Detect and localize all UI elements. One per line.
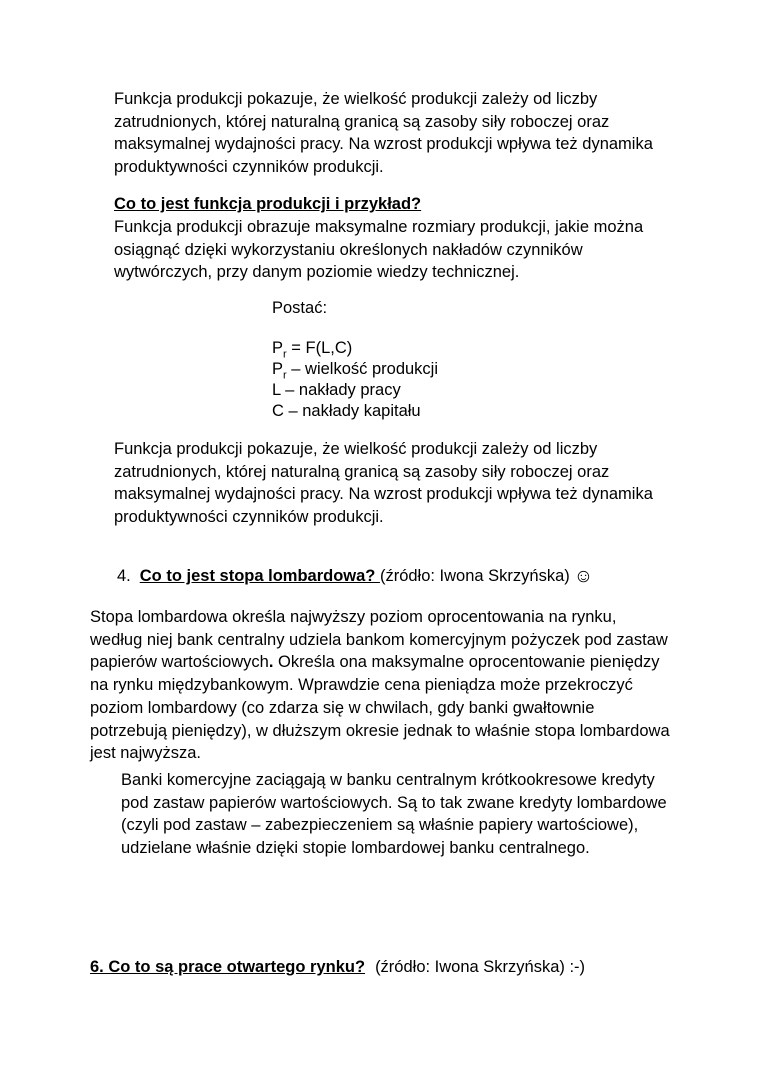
heading-production-function-question: Co to jest funkcja produkcji i przykład? xyxy=(114,195,422,213)
lombard-text-part1: Stopa lombardowa określa najwyższy poziom oprocentowania na rynku, według niej bank centralny udziela bankom komercyjnym pożyczek pod zastaw papierów wartościowych xyxy=(90,608,668,672)
paragraph-commercial-banks: Banki komercyjne zaciągają w banku centralnym krótkookresowe kredyty pod zastaw papierów wartościowych. Są to tak zwane kredyty lombardowe (czyli pod zastaw – zabezpieczeniem są właśnie papiery wartościowe), udzielane właśnie dzięki stopie lombardowej banku centralnego. xyxy=(121,771,667,857)
question-4-number: 4. xyxy=(117,567,131,585)
formula-symbol: P xyxy=(272,360,284,378)
formula-block xyxy=(272,338,438,422)
formula-line-c xyxy=(272,401,438,422)
formula-symbol: P xyxy=(272,339,284,357)
question-6-heading xyxy=(90,956,585,979)
paragraph-production-function-2: Funkcja produkcji pokazuje, że wielkość produkcji zależy od liczby zatrudnionych, której naturalną granicą są zasoby siły roboczej oraz maksymalnej wydajności pracy. Na wzrost produkcji wpływa też dynamika produktywności czynników produkcji. xyxy=(114,440,653,526)
question-4-source: (źródło: Iwona Skrzyńska) xyxy=(379,567,570,585)
paragraph-production-function-1: Funkcja produkcji pokazuje, że wielkość produkcji zależy od liczby zatrudnionych, której naturalną granicą są zasoby siły roboczej oraz maksymalnej wydajności pracy. Na wzrost produkcji wpływa też dynamika produktywności czynników produkcji. xyxy=(114,90,653,176)
formula-line-equation xyxy=(272,338,438,359)
paragraph-production-definition: Funkcja produkcji obrazuje maksymalne rozmiary produkcji, jakie można osiągnąć dzięki wykorzystaniu określonych nakładów czynników wytwórczych, przy danym poziomie wiedzy technicznej. xyxy=(114,218,644,281)
formula-rest: – wielkość produkcji xyxy=(286,360,438,378)
formula-line-l xyxy=(272,380,438,401)
question-4-heading xyxy=(117,565,593,589)
question-4-title: Co to jest stopa lombardowa? xyxy=(139,567,380,585)
question-6-source: (źródło: Iwona Skrzyńska) :-) xyxy=(375,958,586,976)
formula-rest: = F(L,C) xyxy=(286,339,353,357)
lombard-text-part2: Określa ona maksymalne oprocentowanie pieniędzy na rynku międzybankowym. Wprawdzie cena pieniądza może przekroczyć poziom lombardowy (co zdarza się w chwilach, gdy banki gwałtownie potrzebują pieniędzy), w dłuższym okresie jednak to właśnie stopa lombardowa jest najwyższa. xyxy=(90,653,670,763)
question-6-title: 6. Co to są prace otwartego rynku? xyxy=(90,958,366,976)
smiley-face-icon: ☺ xyxy=(573,566,594,587)
paragraph-lombard-rate xyxy=(90,606,672,765)
formula-line-pr xyxy=(272,359,438,380)
formula-subscript: r xyxy=(283,348,287,361)
formula-symbol: L – nakłady pracy xyxy=(272,381,401,399)
formula-label: Postać: xyxy=(272,299,328,317)
lombard-bold-period: . xyxy=(268,653,274,672)
formula-subscript: r xyxy=(283,369,287,382)
formula-symbol: C – nakłady kapitału xyxy=(272,402,421,420)
